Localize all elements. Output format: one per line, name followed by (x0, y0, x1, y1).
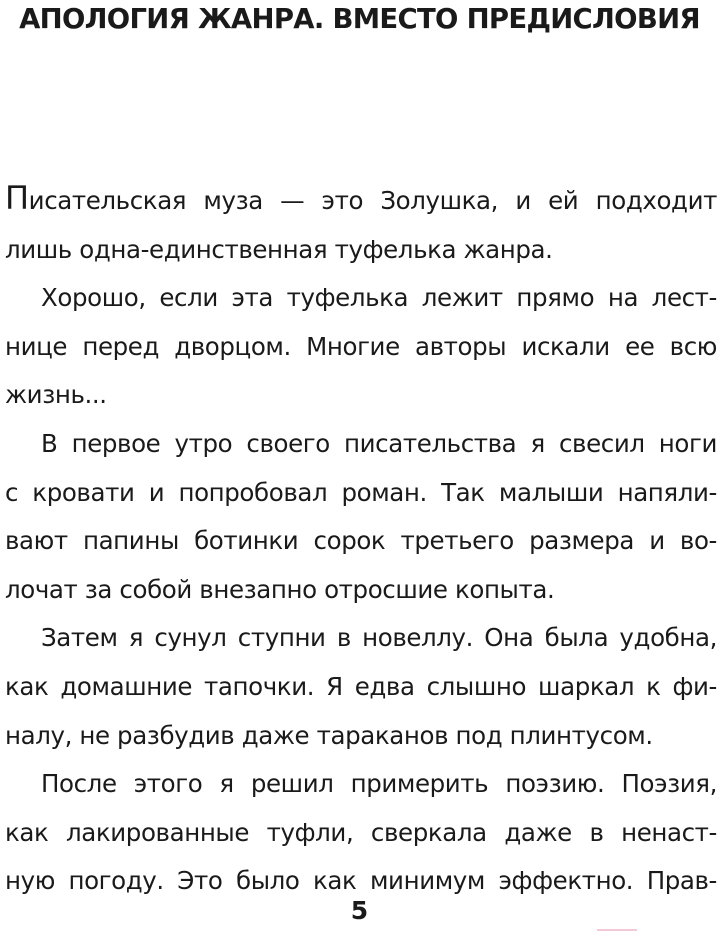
text-line: с кровати и попробовал роман. Так малыши напяли- (5, 477, 717, 507)
text-line: как лакированные туфли, сверкала даже в ненаст- (5, 817, 717, 847)
text-line: лишь одна-единственная туфелька жанра. (5, 234, 553, 264)
text-line-content: исательская муза — это Золушка, и ей подходит (28, 186, 717, 215)
page-number: 5 (350, 896, 369, 925)
text-line: ную погоду. Это было как минимум эффектно. Прав- (5, 866, 717, 896)
text-line: жизнь... (5, 380, 107, 410)
text-line: нице перед дворцом. Многие авторы искали ее всю (5, 331, 717, 361)
text-line: как домашние тапочки. Я едва слышно шаркал к фи- (5, 671, 717, 701)
text-line: Хорошо, если эта туфелька лежит прямо на лест- (41, 283, 717, 313)
text-line: налу, не разбудив даже тараканов под плинтусом. (5, 720, 653, 750)
text-line: вают папины ботинки сорок третьего размера и во- (5, 526, 717, 556)
drop-cap-letter: П (5, 179, 29, 217)
body-text (5, 177, 717, 906)
text-line: лочат за собой внезапно отросшие копыта. (5, 574, 555, 604)
text-line: В первое утро своего писательства я свесил ноги (41, 428, 717, 458)
text-line: После этого я решил примерить поэзию. Поэзия, (41, 769, 717, 799)
margin-mark (597, 929, 637, 931)
text-line: Затем я сунул ступни в новеллу. Она была удобна, (41, 623, 717, 653)
chapter-title: АПОЛОГИЯ ЖАНРА. ВМЕСТО ПРЕДИСЛОВИЯ (19, 3, 700, 35)
text-line (5, 177, 717, 226)
